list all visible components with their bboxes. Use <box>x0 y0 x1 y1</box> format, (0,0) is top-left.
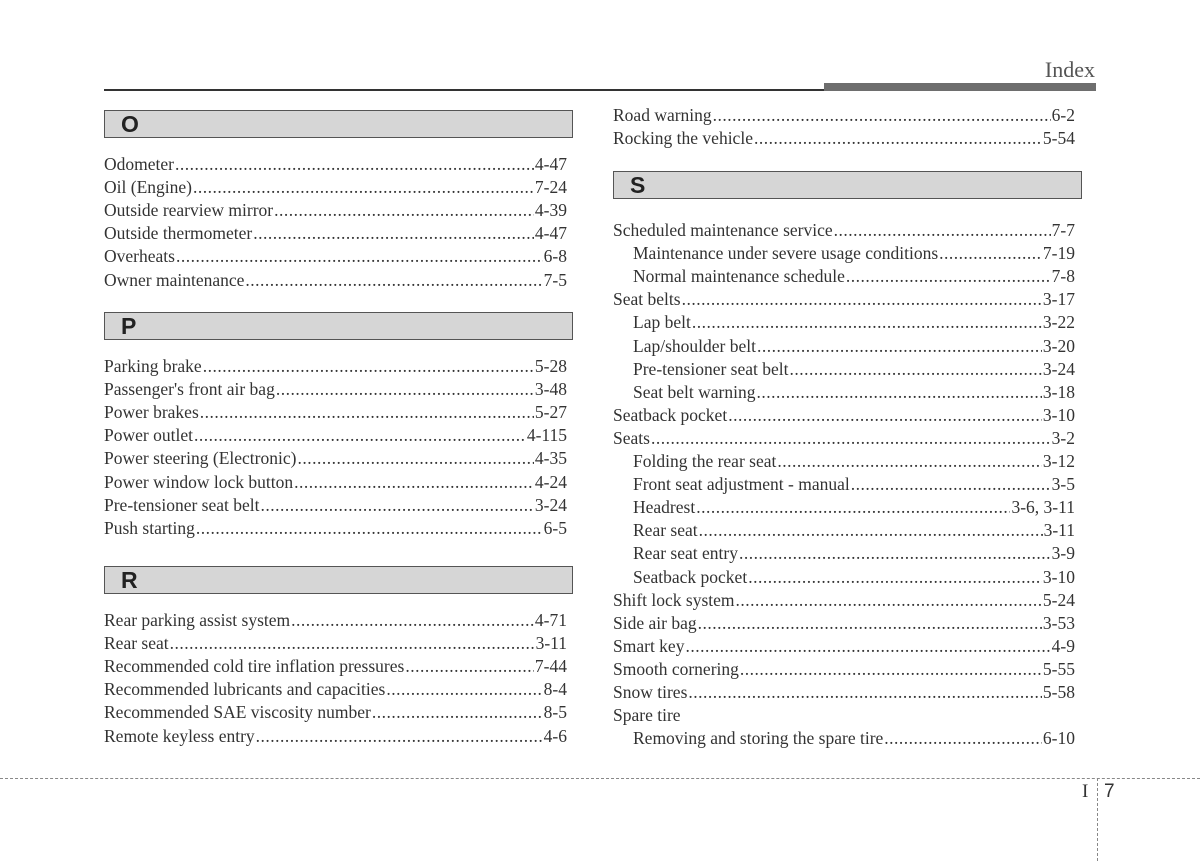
dot-leader <box>203 355 534 378</box>
dot-leader <box>276 378 534 401</box>
entry-page-ref: 5-58 <box>1042 682 1075 702</box>
dot-leader <box>754 127 1042 150</box>
index-subentry <box>613 566 1075 589</box>
dot-leader <box>736 589 1042 612</box>
index-subentry <box>613 242 1075 265</box>
dot-leader <box>274 199 534 222</box>
entry-label: Headrest <box>633 497 696 517</box>
entry-label: Recommended SAE viscosity number <box>104 702 371 722</box>
dot-leader <box>939 242 1042 265</box>
index-entry <box>104 245 567 268</box>
dot-leader <box>713 104 1051 127</box>
entry-label: Owner maintenance <box>104 270 245 290</box>
entry-page-ref: 3-53 <box>1042 613 1075 633</box>
entry-label: Pre-tensioner seat belt <box>633 359 789 379</box>
entry-label: Recommended lubricants and capacities <box>104 679 386 699</box>
dot-leader <box>372 701 543 724</box>
entry-label: Side air bag <box>613 613 697 633</box>
entry-page-ref: 8-4 <box>543 679 567 699</box>
entry-label: Seat belt warning <box>633 382 756 402</box>
index-entry <box>613 288 1075 311</box>
index-entry <box>613 658 1075 681</box>
entry-label: Rear seat <box>633 520 698 540</box>
entry-page-ref: 4-115 <box>526 425 567 445</box>
index-entry <box>104 609 567 632</box>
entry-label: Oil (Engine) <box>104 177 192 197</box>
section-letter: P <box>121 313 137 339</box>
entry-label: Power outlet <box>104 425 193 445</box>
dot-leader <box>294 471 534 494</box>
section-header-s <box>613 171 1082 199</box>
section-letter: O <box>121 111 139 137</box>
dot-leader <box>698 612 1042 635</box>
page-title: Index <box>1044 57 1095 82</box>
entry-page-ref: 3-11 <box>535 633 567 653</box>
dot-leader <box>386 678 542 701</box>
entry-label: Normal maintenance schedule <box>633 266 845 286</box>
dot-leader <box>253 222 534 245</box>
entry-label: Outside rearview mirror <box>104 200 274 220</box>
entry-page-ref: 3-20 <box>1042 336 1075 356</box>
header-accent-bar <box>824 83 1096 91</box>
entry-page-ref: 4-71 <box>534 610 567 630</box>
entry-label: Power window lock button <box>104 472 294 492</box>
entry-label: Smooth cornering <box>613 659 739 679</box>
index-entry <box>104 269 567 292</box>
dot-leader <box>834 219 1051 242</box>
entry-label: Rocking the vehicle <box>613 128 753 148</box>
index-entry <box>613 219 1075 242</box>
dot-leader <box>748 566 1042 589</box>
dot-leader <box>175 153 534 176</box>
dot-leader <box>194 424 526 447</box>
dot-leader <box>696 496 1010 519</box>
entry-label: Rear parking assist system <box>104 610 291 630</box>
entry-label: Shift lock system <box>613 590 735 610</box>
dot-leader <box>756 381 1041 404</box>
entry-label: Lap/shoulder belt <box>633 336 756 356</box>
entry-label: Power steering (Electronic) <box>104 448 297 468</box>
entry-page-ref: 4-35 <box>534 448 567 468</box>
entry-label: Lap belt <box>633 312 691 332</box>
entry-page-ref: 5-27 <box>534 402 567 422</box>
entry-label: Front seat adjustment - manual <box>633 474 850 494</box>
entry-page-ref: 3-9 <box>1051 543 1075 563</box>
footer-page-number: 7 <box>1104 781 1115 802</box>
dot-leader <box>790 358 1042 381</box>
entry-page-ref: 4-39 <box>534 200 567 220</box>
section-letter: S <box>630 172 646 198</box>
entry-label: Seats <box>613 428 650 448</box>
entry-page-ref: 7-8 <box>1051 266 1075 286</box>
dot-leader <box>682 288 1042 311</box>
dot-leader <box>777 450 1042 473</box>
index-entry <box>104 701 567 724</box>
dot-leader <box>176 245 543 268</box>
entry-page-ref: 5-54 <box>1042 128 1075 148</box>
index-subentry <box>613 450 1075 473</box>
entry-label: Recommended cold tire inflation pressures <box>104 656 405 676</box>
index-entry <box>104 447 567 470</box>
entry-page-ref: 3-11 <box>1043 520 1075 540</box>
dot-leader <box>261 494 534 517</box>
index-entry <box>104 355 567 378</box>
entry-label: Scheduled maintenance service <box>613 220 833 240</box>
dot-leader <box>692 311 1042 334</box>
index-entry <box>613 589 1075 612</box>
section-letter: R <box>121 567 138 593</box>
entry-page-ref: 5-55 <box>1042 659 1075 679</box>
entry-page-ref: 5-24 <box>1042 590 1075 610</box>
entry-label: Remote keyless entry <box>104 726 255 746</box>
entry-page-ref: 3-10 <box>1042 405 1075 425</box>
dot-leader <box>846 265 1051 288</box>
index-subentry <box>613 727 1075 750</box>
entry-page-ref: 6-8 <box>543 246 567 266</box>
entry-label: Road warning <box>613 105 712 125</box>
entry-page-ref: 3-12 <box>1042 451 1075 471</box>
entry-page-ref: 3-17 <box>1042 289 1075 309</box>
entry-page-ref: 7-19 <box>1042 243 1075 263</box>
index-entry <box>104 424 567 447</box>
index-entry <box>104 494 567 517</box>
entry-label: Folding the rear seat <box>633 451 777 471</box>
dot-leader <box>297 447 533 470</box>
entry-label: Passenger's front air bag <box>104 379 275 399</box>
index-subentry <box>613 519 1075 542</box>
index-entry <box>613 635 1075 658</box>
dot-leader <box>405 655 534 678</box>
entry-label: Snow tires <box>613 682 688 702</box>
entry-page-ref: 4-24 <box>534 472 567 492</box>
dot-leader <box>256 725 543 748</box>
dot-leader <box>884 727 1042 750</box>
index-entry <box>613 704 1075 727</box>
index-entry <box>104 199 567 222</box>
index-entry <box>104 176 567 199</box>
entry-page-ref: 3-48 <box>534 379 567 399</box>
footer-vertical-divider <box>1097 778 1098 861</box>
entry-page-ref: 5-28 <box>534 356 567 376</box>
entry-label: Overheats <box>104 246 175 266</box>
section-header-r <box>104 566 573 594</box>
dot-leader <box>699 519 1043 542</box>
index-entry <box>104 678 567 701</box>
footer-section-letter: I <box>1082 781 1089 802</box>
dot-leader <box>200 401 534 424</box>
dot-leader <box>196 517 543 540</box>
entry-page-ref: 3-5 <box>1051 474 1075 494</box>
index-entry <box>613 104 1075 127</box>
entry-label: Pre-tensioner seat belt <box>104 495 260 515</box>
index-entry <box>613 681 1075 704</box>
index-subentry <box>613 358 1075 381</box>
dot-leader <box>757 335 1042 358</box>
entry-page-ref: 3-10 <box>1042 567 1075 587</box>
entry-page-ref: 6-2 <box>1051 105 1075 125</box>
entry-page-ref: 4-47 <box>534 154 567 174</box>
dot-leader <box>245 269 542 292</box>
entry-label: Odometer <box>104 154 174 174</box>
entry-label: Push starting <box>104 518 195 538</box>
entry-page-ref: 4-47 <box>534 223 567 243</box>
index-entry <box>104 401 567 424</box>
index-subentry <box>613 335 1075 358</box>
index-entry <box>104 655 567 678</box>
entry-page-ref: 8-5 <box>543 702 567 722</box>
entry-label: Parking brake <box>104 356 202 376</box>
entry-page-ref: 3-6, 3-11 <box>1011 497 1075 517</box>
entry-label: Seatback pocket <box>613 405 728 425</box>
dot-leader <box>193 176 534 199</box>
index-entry <box>104 632 567 655</box>
index-subentry <box>613 473 1075 496</box>
entry-label: Seatback pocket <box>633 567 748 587</box>
entry-page-ref: 7-24 <box>534 177 567 197</box>
footer-divider <box>0 778 1200 779</box>
entry-page-ref: 4-9 <box>1051 636 1075 656</box>
dot-leader <box>685 635 1050 658</box>
index-subentry <box>613 381 1075 404</box>
entry-label: Rear seat <box>104 633 169 653</box>
entry-page-ref: 3-24 <box>534 495 567 515</box>
entry-label: Removing and storing the spare tire <box>633 728 884 748</box>
entry-label: Power brakes <box>104 402 199 422</box>
entry-label: Seat belts <box>613 289 681 309</box>
section-header-p <box>104 312 573 340</box>
entry-page-ref: 4-6 <box>543 726 567 746</box>
entry-page-ref: 7-44 <box>534 656 567 676</box>
entry-page-ref: 3-22 <box>1042 312 1075 332</box>
entry-page-ref: 3-2 <box>1051 428 1075 448</box>
index-entry <box>104 222 567 245</box>
index-entry <box>104 153 567 176</box>
index-entry <box>613 127 1075 150</box>
dot-leader <box>728 404 1042 427</box>
entry-page-ref: 6-5 <box>543 518 567 538</box>
entry-label: Outside thermometer <box>104 223 253 243</box>
index-entry <box>613 612 1075 635</box>
dot-leader <box>740 658 1042 681</box>
index-entry <box>613 427 1075 450</box>
entry-label: Maintenance under severe usage conditions <box>633 243 939 263</box>
index-subentry <box>613 542 1075 565</box>
index-entry <box>104 517 567 540</box>
dot-leader <box>739 542 1051 565</box>
entry-page-ref: 6-10 <box>1042 728 1075 748</box>
dot-leader <box>851 473 1051 496</box>
section-header-o <box>104 110 573 138</box>
dot-leader <box>688 681 1042 704</box>
dot-leader <box>291 609 534 632</box>
entry-label: Smart key <box>613 636 685 656</box>
header-rule <box>104 89 824 91</box>
index-entry <box>104 471 567 494</box>
entry-page-ref: 7-5 <box>543 270 567 290</box>
index-entry <box>104 378 567 401</box>
index-subentry <box>613 311 1075 334</box>
index-entry <box>104 725 567 748</box>
entry-page-ref: 3-24 <box>1042 359 1075 379</box>
index-subentry <box>613 496 1075 519</box>
dot-leader <box>651 427 1051 450</box>
entry-label: Spare tire <box>613 705 681 725</box>
entry-page-ref: 3-18 <box>1042 382 1075 402</box>
entry-page-ref: 7-7 <box>1051 220 1075 240</box>
dot-leader <box>170 632 535 655</box>
index-subentry <box>613 265 1075 288</box>
index-entry <box>613 404 1075 427</box>
entry-label: Rear seat entry <box>633 543 738 563</box>
